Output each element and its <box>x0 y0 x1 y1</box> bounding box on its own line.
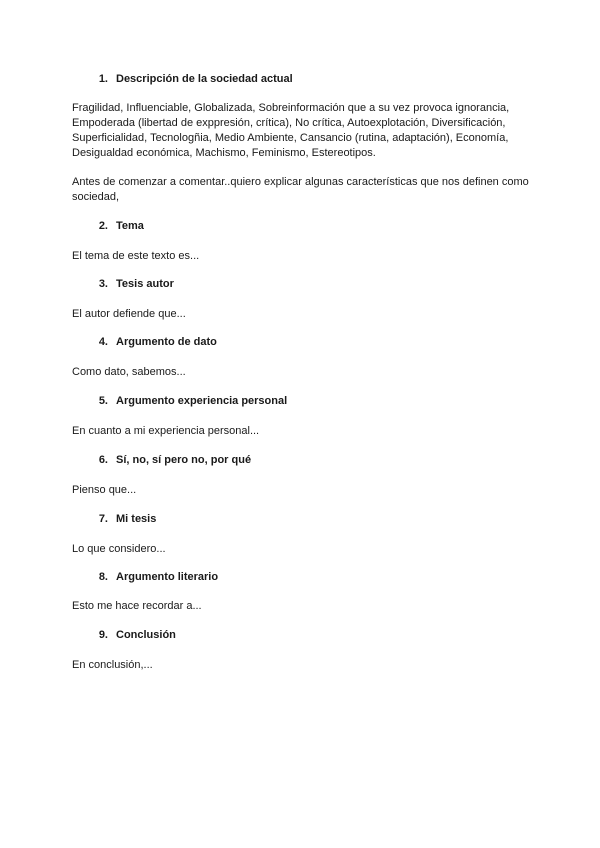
section-title: Tesis autor <box>116 278 174 290</box>
section-title: Descripción de la sociedad actual <box>116 73 293 85</box>
section-title: Tema <box>116 220 144 232</box>
experiencia-paragraph: En cuanto a mi experiencia personal... <box>72 425 260 437</box>
tesis-autor-paragraph: El autor defiende que... <box>72 308 186 320</box>
section-number: 6. <box>98 454 108 466</box>
argumento-dato-paragraph: Como dato, sabemos... <box>72 366 186 378</box>
si-no-paragraph: Pienso que... <box>72 484 137 496</box>
section-heading-4 <box>90 336 217 348</box>
section-heading-1 <box>90 73 293 85</box>
section-number: 3. <box>98 278 108 290</box>
section-number: 4. <box>98 336 108 348</box>
conclusion-paragraph: En conclusión,... <box>72 659 153 671</box>
section-title: Mi tesis <box>116 513 157 525</box>
description-paragraph: Fragilidad, Influenciable, Globalizada, Sobreinformación que a su vez provoca ignorancia, Empoderada (libertad de exppresión, crítica), No crítica, Autoexplotación, Diversificación, Superficialidad, Tecnologñia, Medio Ambiente, Cansancio (rutina, adaptación), Economía, Desigualdad económica, Machismo, Feminismo, Estereotipos. <box>72 102 510 159</box>
section-number: 1. <box>98 73 108 85</box>
section-number: 5. <box>98 395 108 407</box>
section-heading-6 <box>90 454 251 466</box>
section-heading-7 <box>90 513 156 525</box>
section-number: 2. <box>98 220 108 232</box>
section-title: Argumento literario <box>116 571 219 583</box>
section-number: 9. <box>98 629 108 641</box>
section-number: 8. <box>98 571 108 583</box>
section-title: Conclusión <box>116 629 176 641</box>
section-number: 7. <box>98 513 108 525</box>
section-heading-8 <box>90 571 218 583</box>
section-heading-5 <box>90 395 287 407</box>
section-heading-9 <box>90 629 176 641</box>
section-title: Argumento de dato <box>116 336 217 348</box>
mi-tesis-paragraph: Lo que considero... <box>72 543 166 555</box>
intro-paragraph: Antes de comenzar a comentar..quiero explicar algunas características que nos definen como sociedad, <box>72 176 529 203</box>
section-heading-2 <box>90 220 144 232</box>
section-heading-3 <box>90 278 174 290</box>
section-title: Argumento experiencia personal <box>116 395 288 407</box>
section-title: Sí, no, sí pero no, por qué <box>116 454 252 466</box>
literario-paragraph: Esto me hace recordar a... <box>72 600 202 612</box>
tema-paragraph: El tema de este texto es... <box>72 250 200 262</box>
